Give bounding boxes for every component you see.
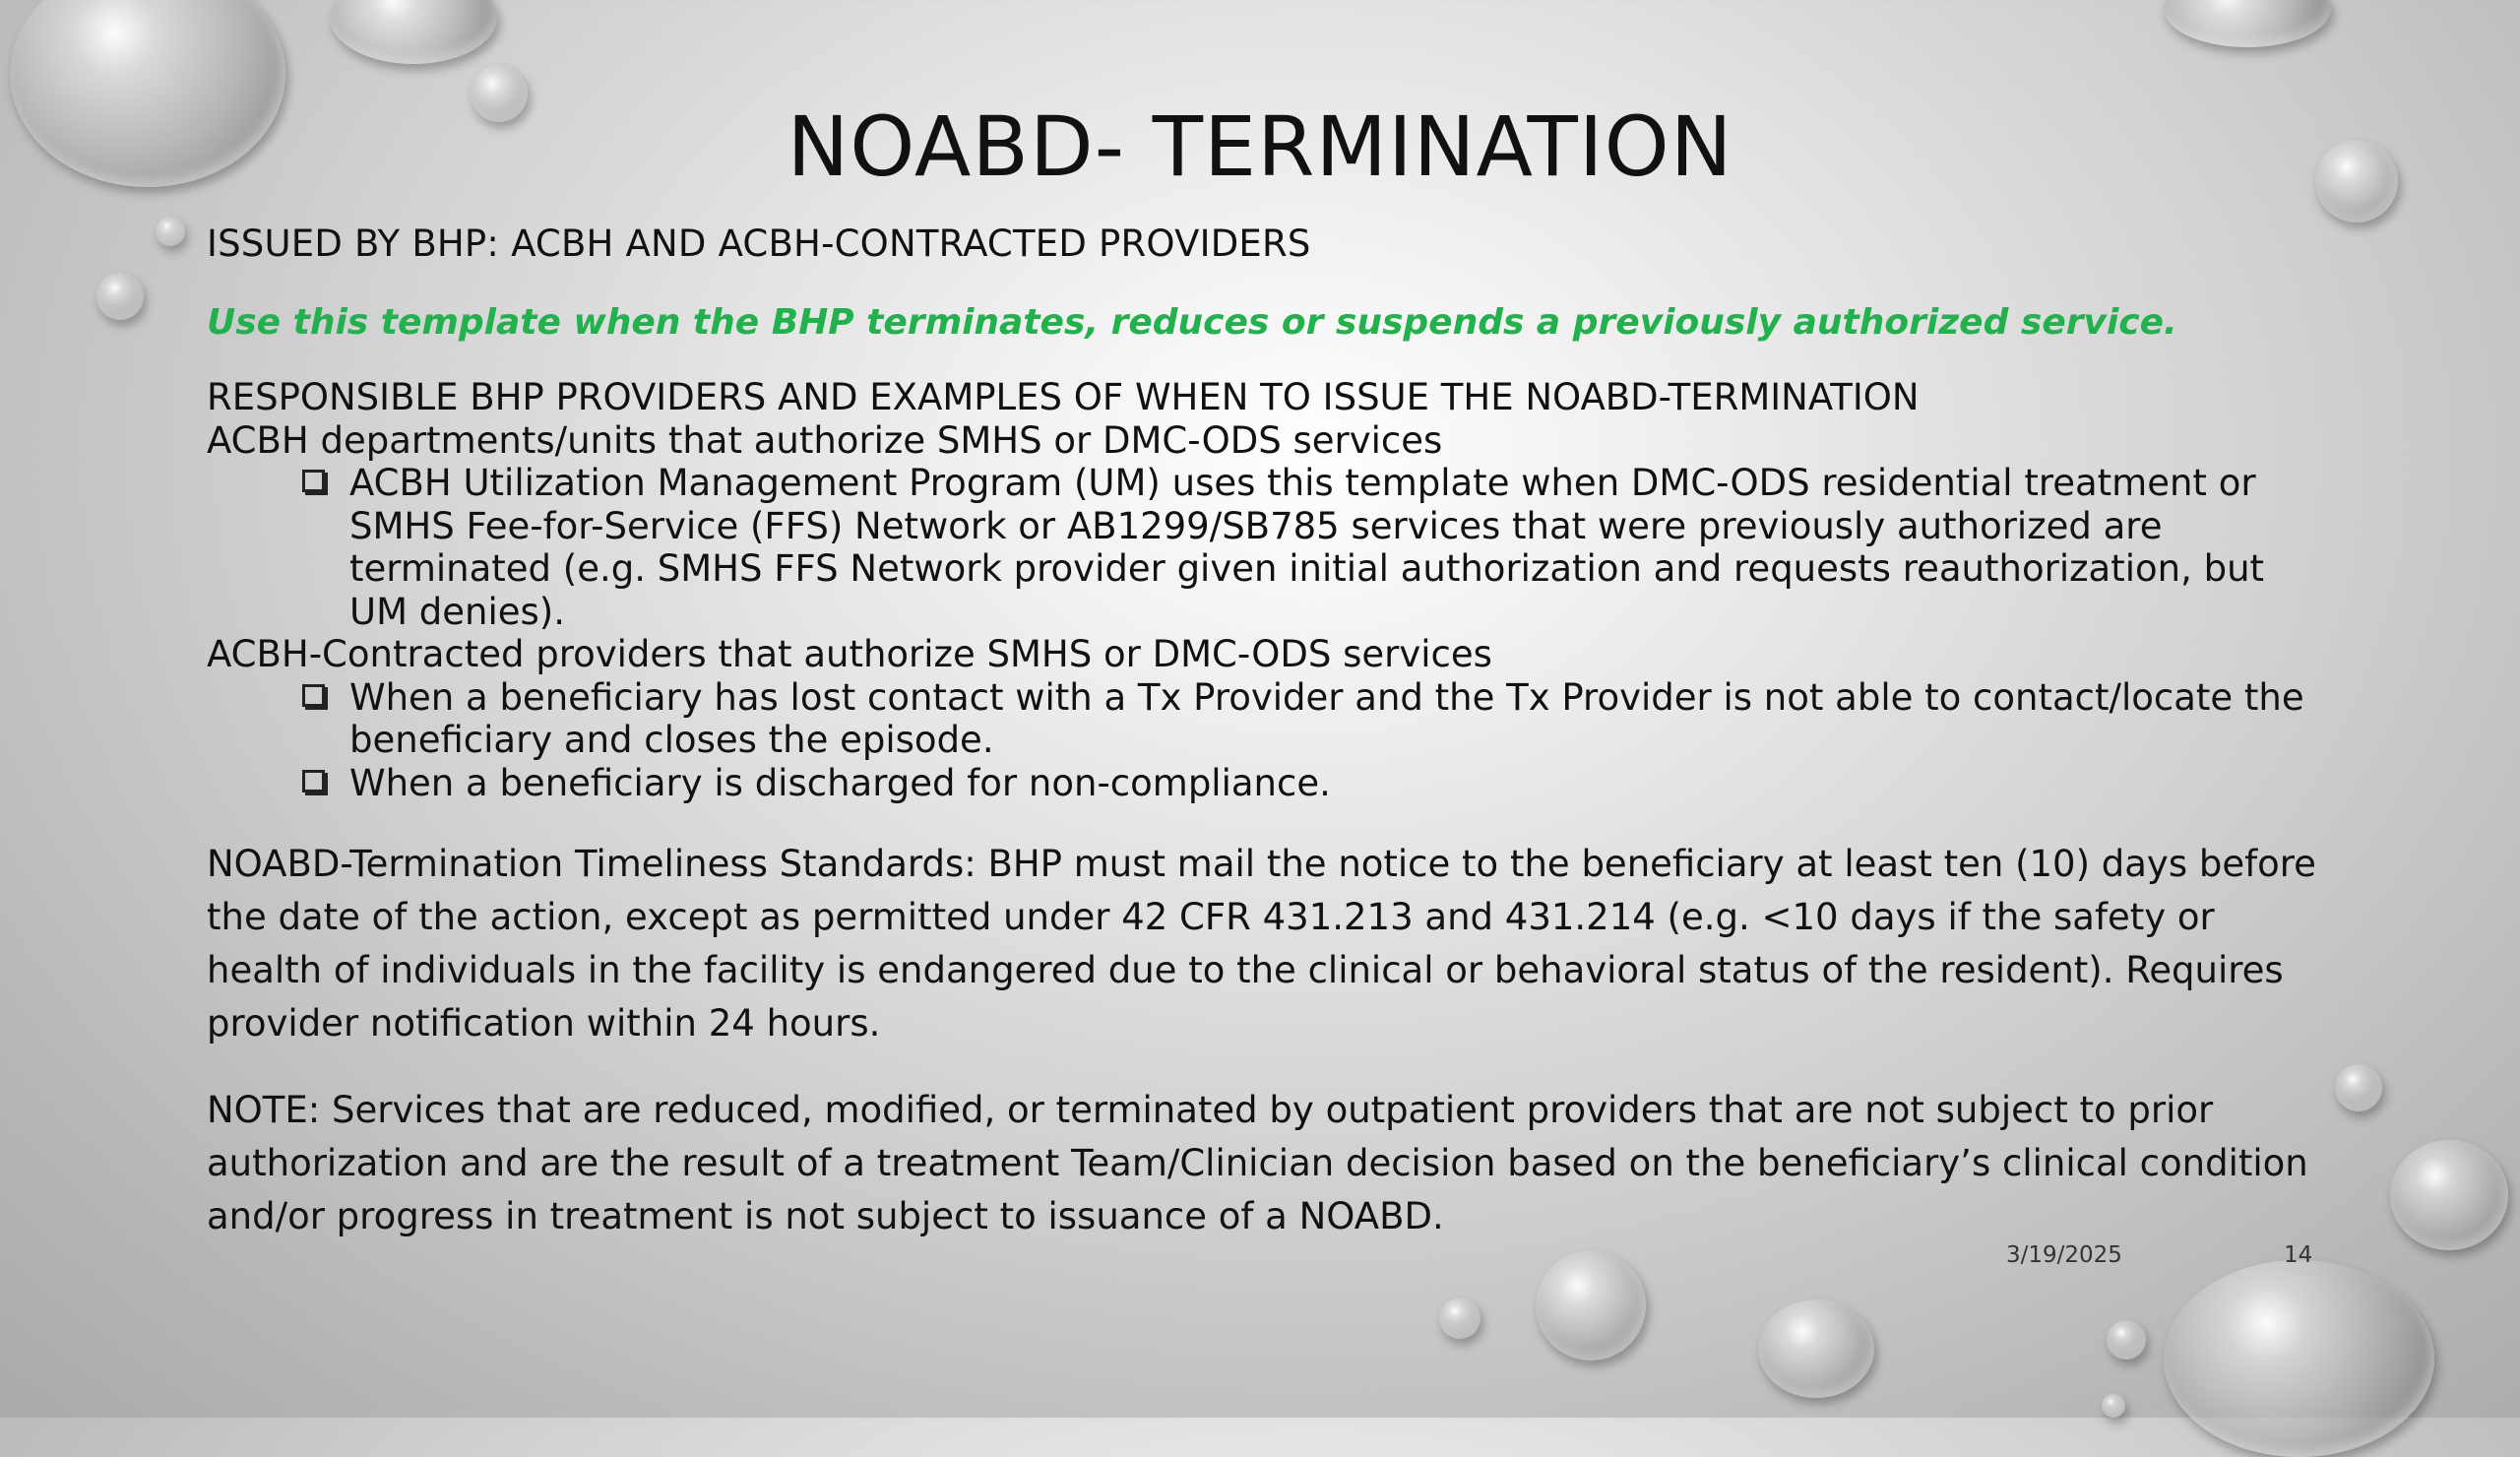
water-drop-icon bbox=[1758, 1299, 1874, 1398]
issued-by-line: ISSUED BY BHP: ACBH AND ACBH-CONTRACTED PROVIDERS bbox=[207, 222, 1311, 265]
list-item bbox=[349, 762, 2323, 805]
water-drop-icon bbox=[2164, 0, 2331, 47]
list-item-text: When a beneficiary has lost contact with a Tx Provider and the Tx Provider is not able to contact/locate the beneficiary and closes the episode. bbox=[349, 675, 2304, 761]
group-label-acbh: ACBH departments/units that authorize SMHS or DMC-ODS services bbox=[207, 418, 1443, 462]
list-item-text: ACBH Utilization Management Program (UM) uses this template when DMC-ODS residential treatment or SMHS Fee-for-Service (FFS) Network or AB1299/SB785 services that were previously authorized are terminated (e.g. SMHS FFS Network provider given initial authorization and requests reauthorization, but UM denies). bbox=[349, 462, 2265, 633]
water-drop-icon bbox=[2390, 1140, 2508, 1250]
water-drop-icon bbox=[156, 217, 185, 246]
group-label-contracted: ACBH-Contracted providers that authorize SMHS or DMC-ODS services bbox=[207, 633, 1492, 675]
water-drop-icon bbox=[1536, 1250, 1646, 1361]
responsible-heading: RESPONSIBLE BHP PROVIDERS AND EXAMPLES OF WHEN TO ISSUE THE NOABD-TERMINATION bbox=[207, 376, 1920, 418]
slide-content bbox=[207, 222, 2323, 1243]
group-list-acbh bbox=[207, 462, 2323, 633]
water-drop-icon bbox=[330, 0, 497, 64]
responsible-providers-section bbox=[207, 376, 2323, 804]
checkbox-bullet-icon bbox=[302, 770, 325, 792]
timeliness-standards: NOABD-Termination Timeliness Standards: BHP must mail the notice to the beneficiary at least ten (10) days before the date of the action, except as permitted under 42 CFR 431.213 and 431.214 (e.g. <10 days if the safety or health of individuals in the facility is endangered due to the clinical or behavioral status of the resident). Requires provider notification within 24 hours. bbox=[207, 843, 2316, 1045]
slide-date: 3/19/2025 bbox=[2006, 1242, 2122, 1268]
slide-page-number: 14 bbox=[2284, 1242, 2313, 1268]
water-drop-icon bbox=[2107, 1320, 2146, 1360]
water-drop-icon bbox=[2335, 1064, 2382, 1111]
water-drop-icon bbox=[96, 273, 144, 320]
checkbox-bullet-icon bbox=[302, 684, 325, 707]
list-item bbox=[349, 676, 2323, 762]
checkbox-bullet-icon bbox=[302, 470, 325, 492]
list-item-text: When a beneficiary is discharged for non-compliance. bbox=[349, 761, 1331, 804]
water-drop-icon bbox=[2164, 1260, 2434, 1457]
template-usage-note: Use this template when the BHP terminates, reduces or suspends a previously authorized service. bbox=[207, 302, 2177, 343]
note-paragraph: NOTE: Services that are reduced, modified, or terminated by outpatient providers that are not subject to prior authorization and are the result of a treatment Team/Clinician decision based on the beneficiary’s clinical condition and/or progress in treatment is not subject to issuance of a NOABD. bbox=[207, 1089, 2308, 1237]
water-drop-icon bbox=[1439, 1298, 1480, 1339]
slide-title: NOABD- TERMINATION bbox=[787, 98, 1733, 195]
water-drop-icon bbox=[2102, 1394, 2125, 1418]
group-list-contracted bbox=[207, 676, 2323, 805]
list-item bbox=[349, 462, 2323, 633]
